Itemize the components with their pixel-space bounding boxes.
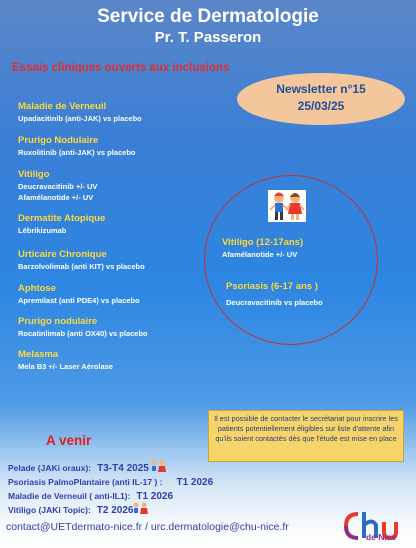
trial-disease: Maladie de Verneuil [18,101,107,112]
trial-item [18,349,113,372]
trial-item [18,213,105,236]
waitlist-notice: Il est possible de contacter le secrétariat pour inscrire les patients potentiellement éligibles sur liste d'attente afin qu'ils soient contactés dès que l'étude est mise en place [208,410,404,462]
trial-disease: Prurigo Nodulaire [18,135,99,146]
pediatric-trial [226,281,323,308]
trial-drug: Upadacitinib (anti-JAK) vs placebo [18,114,142,123]
trial-disease: Aphtose [18,283,56,294]
pediatric-drug: Afamélanotide +/- UV [222,250,298,259]
trial-disease: Vitiligo [18,169,50,180]
upcoming-date: T2 2026 [96,505,134,516]
trial-drug: Afamélanotide +/- UV [18,193,94,202]
trial-drug: Lébrikizumab [18,226,67,235]
trial-drug: Deucravacitinib +/- UV [18,182,98,191]
upcoming-label: Maladie de Verneuil ( anti-IL1): [8,491,131,501]
trial-drug: Ruxolitinib (anti-JAK) vs placebo [18,148,136,157]
upcoming-date: T1 2026 [176,477,214,488]
trial-item [18,135,136,158]
upcoming-label: Pelade (JAKi oraux): [8,463,92,473]
pediatric-drug: Deucravacitinib vs placebo [226,298,323,307]
page-title: Service de Dermatologie [97,6,319,27]
page-subtitle: Pr. T. Passeron [154,29,262,46]
footer-contacts [6,521,289,533]
upcoming-date: T1 2026 [136,491,174,502]
logo-subtext: de Nice [366,532,397,542]
pediatric-trial [222,237,303,260]
pediatric-disease: Vitiligo (12-17ans) [222,237,304,248]
section-title: Essais cliniques ouverts aux inclusions [12,62,230,74]
trial-item [18,316,148,339]
upcoming-item [8,463,149,474]
trial-item [18,169,97,203]
upcoming-date: T3-T4 2025 [97,463,149,474]
trial-drug: Apremilast (anti PDE4) vs placebo [18,296,140,305]
upcoming-label: Psoriasis PalmoPlantaire (anti IL-17 ) : [8,477,163,487]
trial-disease: Prurigo nodulaire [18,316,98,327]
trial-drug: Mela B3 +/- Laser Aérolase [18,362,113,371]
trial-disease: Urticaire Chronique [18,249,107,260]
footer-separator: / [142,521,151,533]
children-icon [268,190,306,222]
chu-nice-logo [344,508,410,544]
children-icon [131,501,149,517]
newsletter-label: Newsletter n°15 [276,82,366,96]
trial-item [18,283,140,306]
trial-drug: Barzolvolimab (anti KIT) vs placebo [18,262,145,271]
children-icon [149,459,167,475]
trial-item [18,101,142,124]
upcoming-label: Vitiligo (JAKi Topic): [8,505,91,515]
upcoming-item [8,505,134,516]
trial-disease: Dermatite Atopique [18,213,106,224]
pediatric-disease: Psoriasis (6-17 ans ) [226,281,318,292]
newsletter-badge [237,73,405,125]
urc-email-link[interactable]: urc.dermatologie@chu-nice.fr [150,521,289,533]
newsletter-date: 25/03/25 [297,99,345,113]
upcoming-title: A venir [46,433,92,448]
contact-email-link[interactable]: contact@UETdermato-nice.fr [6,521,143,533]
trial-disease: Melasma [18,349,59,360]
trial-item [18,249,145,272]
upcoming-item [8,477,213,488]
trial-drug: Rocatinlimab (anti OX40) vs placebo [18,329,148,338]
